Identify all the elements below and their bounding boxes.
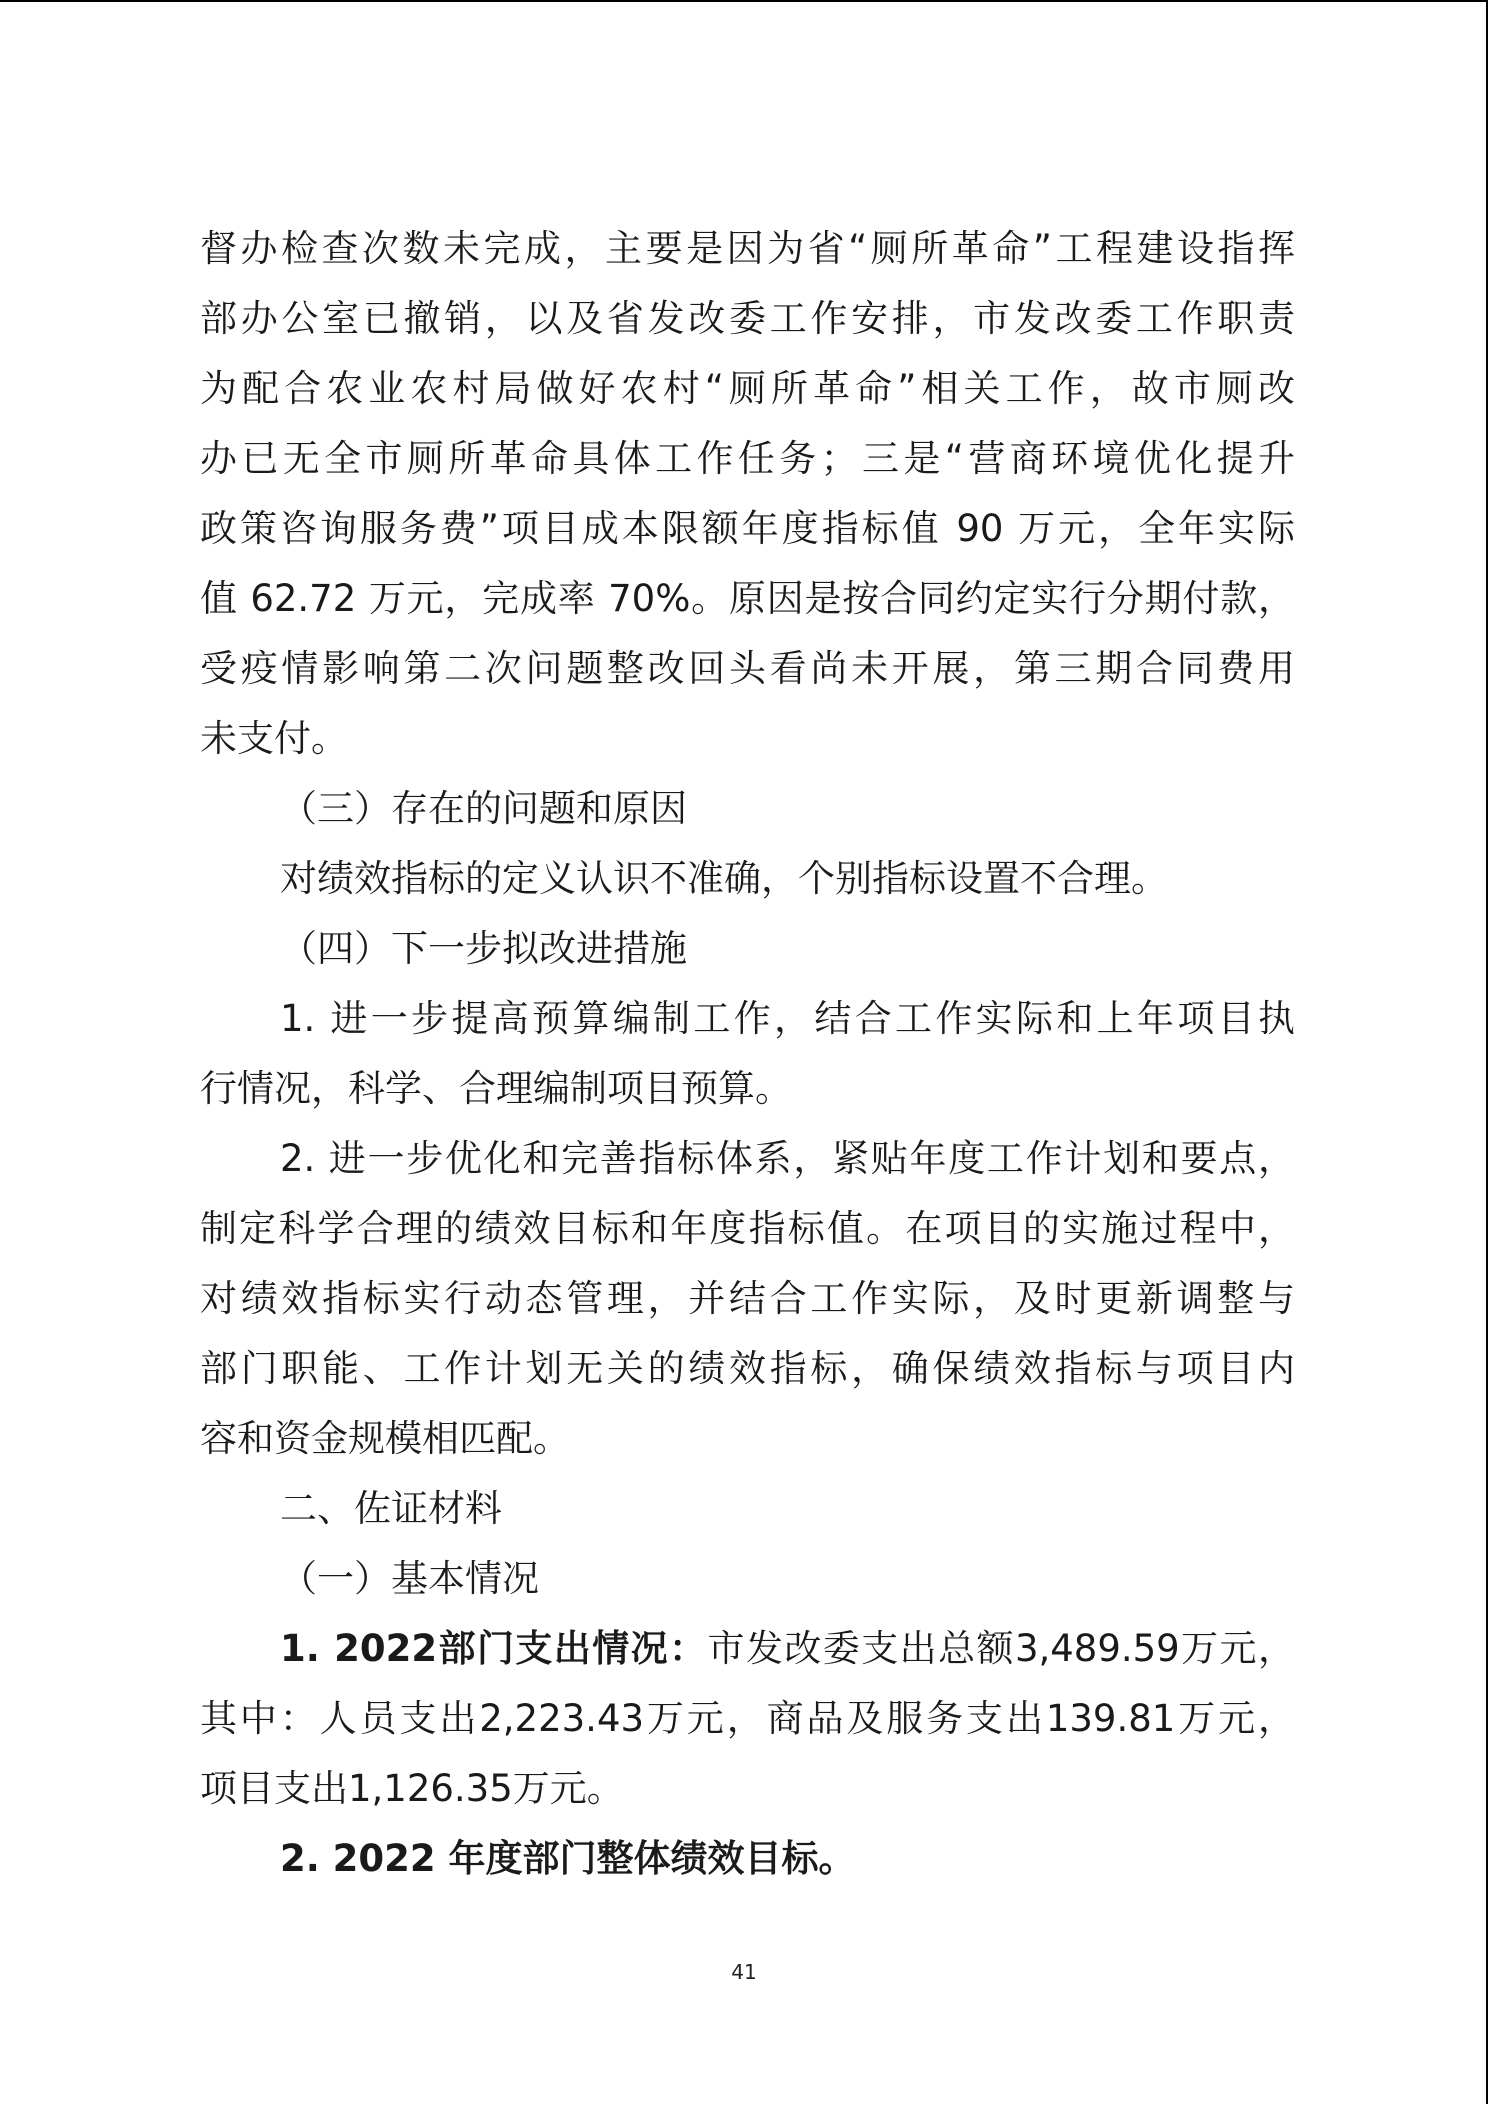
paragraph-line: 容和资金规模相匹配。: [200, 1417, 570, 1460]
paragraph-line: 对绩效指标的定义认识不准确，个别指标设置不合理。: [280, 857, 1168, 900]
paragraph-line: 办已无全市厕所革命具体工作任务；三是“营商环境优化提升: [200, 437, 1295, 480]
expense-summary-value: 市发改委支出总额3,489.59万元，: [707, 1627, 1295, 1670]
paragraph-line: 值 62.72 万元，完成率 70%。原因是按合同约定实行分期付款，: [200, 577, 1295, 620]
paragraph-line: 受疫情影响第二次问题整改回头看尚未开展，第三期合同费用: [200, 647, 1295, 690]
paragraph-line: 制定科学合理的绩效目标和年度指标值。在项目的实施过程中，: [200, 1207, 1295, 1250]
paragraph-line: 督办检查次数未完成，主要是因为省“厕所革命”工程建设指挥: [200, 227, 1295, 270]
paragraph-line: 对绩效指标实行动态管理，并结合工作实际，及时更新调整与: [200, 1277, 1295, 1320]
paragraph-line: 行情况，科学、合理编制项目预算。: [200, 1067, 792, 1110]
section-heading-evidence: 二、佐证材料: [280, 1487, 502, 1530]
expense-summary-line: [200, 1614, 1295, 1684]
section-heading-problems: （三）存在的问题和原因: [280, 787, 687, 830]
paragraph-line: 部办公室已撤销，以及省发改委工作安排，市发改委工作职责: [200, 297, 1295, 340]
list-item-2: 2. 进一步优化和完善指标体系，紧贴年度工作计划和要点，: [280, 1137, 1295, 1180]
body-text: [200, 214, 1295, 1894]
performance-goal-heading: [200, 1824, 1295, 1894]
paragraph-line: 为配合农业农村局做好农村“厕所革命”相关工作，故市厕改: [200, 367, 1295, 410]
page-number: 41: [731, 1960, 757, 1984]
list-item-1: 1. 进一步提高预算编制工作，结合工作实际和上年项目执: [280, 997, 1295, 1040]
paragraph-line: 未支付。: [200, 717, 348, 760]
paragraph-line: 政策咨询服务费”项目成本限额年度指标值 90 万元，全年实际: [200, 507, 1295, 550]
section-heading-basic-info: （一）基本情况: [280, 1557, 539, 1600]
section-heading-next-steps: （四）下一步拟改进措施: [280, 927, 687, 970]
performance-goal-label: 2. 2022 年度部门整体绩效目标。: [280, 1837, 856, 1880]
paragraph-line: 项目支出1,126.35万元。: [200, 1767, 624, 1810]
paragraph-line: 部门职能、工作计划无关的绩效指标，确保绩效指标与项目内: [200, 1347, 1295, 1390]
paragraph-line: 其中：人员支出2,223.43万元，商品及服务支出139.81万元，: [200, 1697, 1295, 1740]
expense-summary-label: 1. 2022部门支出情况：: [280, 1627, 708, 1670]
